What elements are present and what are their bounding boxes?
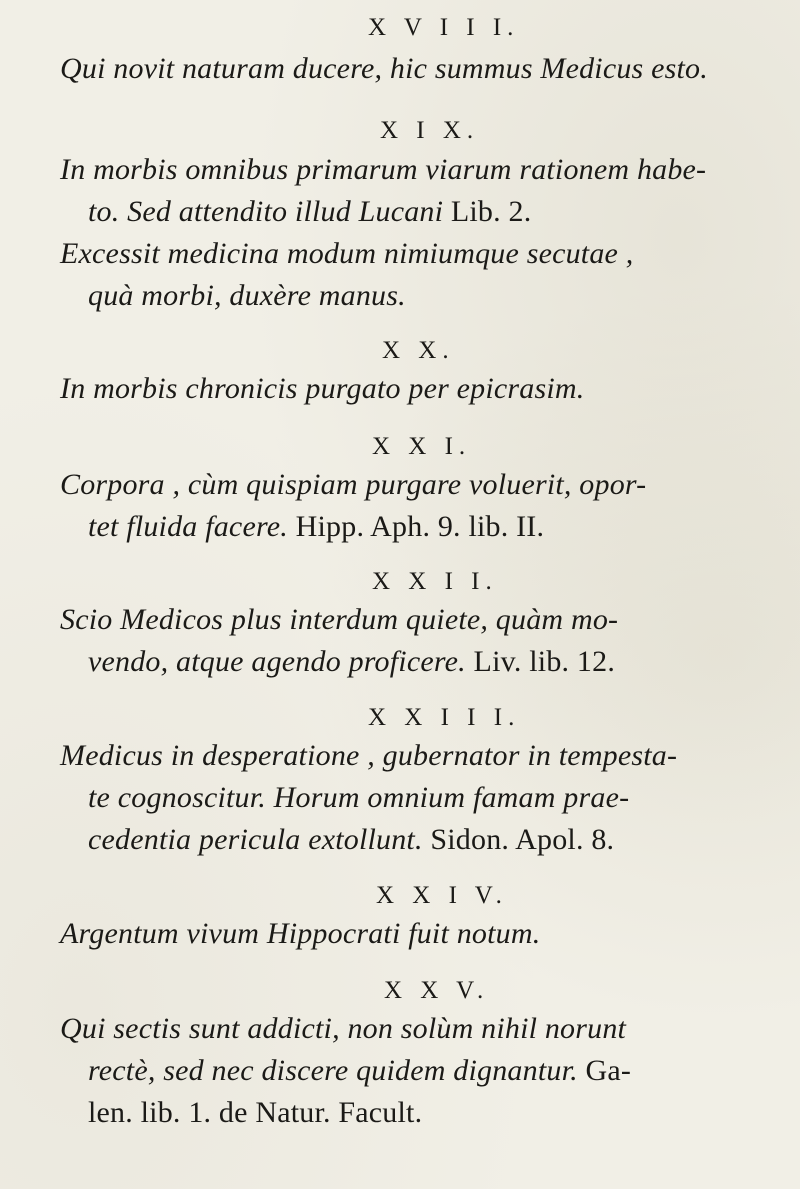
- aphorism-line: [88, 1054, 631, 1088]
- aphorism-text: Scio Medicos plus interdum quiete, quàm mo-: [60, 603, 619, 636]
- citation-source: len. lib. 1. de Natur. Facult.: [88, 1096, 423, 1129]
- citation-source: Sidon. Apol. 8.: [430, 823, 615, 856]
- aphorism-numeral: X X I I.: [372, 568, 498, 595]
- aphorism-numeral: X V I I I.: [368, 14, 520, 41]
- citation-source: Liv. lib. 12.: [473, 645, 616, 678]
- aphorism-text: tet fluida facere.: [88, 510, 288, 543]
- aphorism-line: [88, 781, 629, 815]
- aphorism-line: [60, 372, 584, 406]
- citation-source: Hipp. Aph. 9. lib. II.: [295, 510, 545, 543]
- aphorism-text: Corpora , cùm quispiam purgare voluerit, opor-: [60, 468, 647, 501]
- aphorism-text: quà morbi, duxère manus.: [88, 279, 406, 312]
- aphorism-line: [60, 1012, 626, 1046]
- aphorism-line: [88, 195, 531, 229]
- aphorism-line: [88, 645, 615, 679]
- aphorism-line: [60, 917, 540, 951]
- aphorism-text: In morbis chronicis purgato per epicrasim.: [60, 372, 585, 405]
- aphorism-numeral: X X I V.: [376, 882, 508, 909]
- aphorism-line: [60, 237, 633, 271]
- aphorism-text: cedentia pericula extollunt.: [88, 823, 423, 856]
- aphorism-numeral: X X I I I.: [368, 704, 521, 731]
- citation-source: Ga-: [585, 1054, 632, 1087]
- aphorism-line: [60, 739, 677, 773]
- aphorism-line: [88, 510, 544, 544]
- aphorism-text: Argentum vivum Hippocrati fuit notum.: [60, 917, 541, 950]
- aphorism-line: [88, 279, 406, 313]
- aphorism-text: Qui sectis sunt addicti, non solùm nihil norunt: [60, 1012, 627, 1045]
- aphorism-text: vendo, atque agendo proficere.: [88, 645, 466, 678]
- aphorism-line: [60, 468, 646, 502]
- aphorism-text: to. Sed attendito illud Lucani: [88, 195, 444, 228]
- aphorism-line: [60, 52, 708, 86]
- aphorism-numeral: X X V.: [384, 977, 490, 1004]
- aphorism-text: te cognoscitur. Horum omnium famam prae-: [88, 781, 630, 814]
- aphorism-line: [60, 603, 618, 637]
- citation-source: Lib. 2.: [450, 195, 532, 228]
- aphorism-line: [60, 153, 706, 187]
- aphorism-text: rectè, sed nec discere quidem dignantur.: [88, 1054, 578, 1087]
- aphorism-text: Medicus in desperatione , gubernator in tempesta-: [60, 739, 678, 772]
- aphorism-numeral: X I X.: [380, 117, 480, 144]
- aphorism-numeral: X X.: [382, 337, 455, 364]
- aphorism-numeral: X X I.: [372, 433, 472, 460]
- aphorism-text: Excessit medicina modum nimiumque secutae ,: [60, 237, 634, 270]
- aphorism-text: Qui novit naturam ducere, hic summus Medicus esto.: [60, 52, 708, 85]
- aphorism-line: [88, 1096, 422, 1130]
- aphorism-text: In morbis omnibus primarum viarum rationem habe-: [60, 153, 707, 186]
- aphorism-line: [88, 823, 614, 857]
